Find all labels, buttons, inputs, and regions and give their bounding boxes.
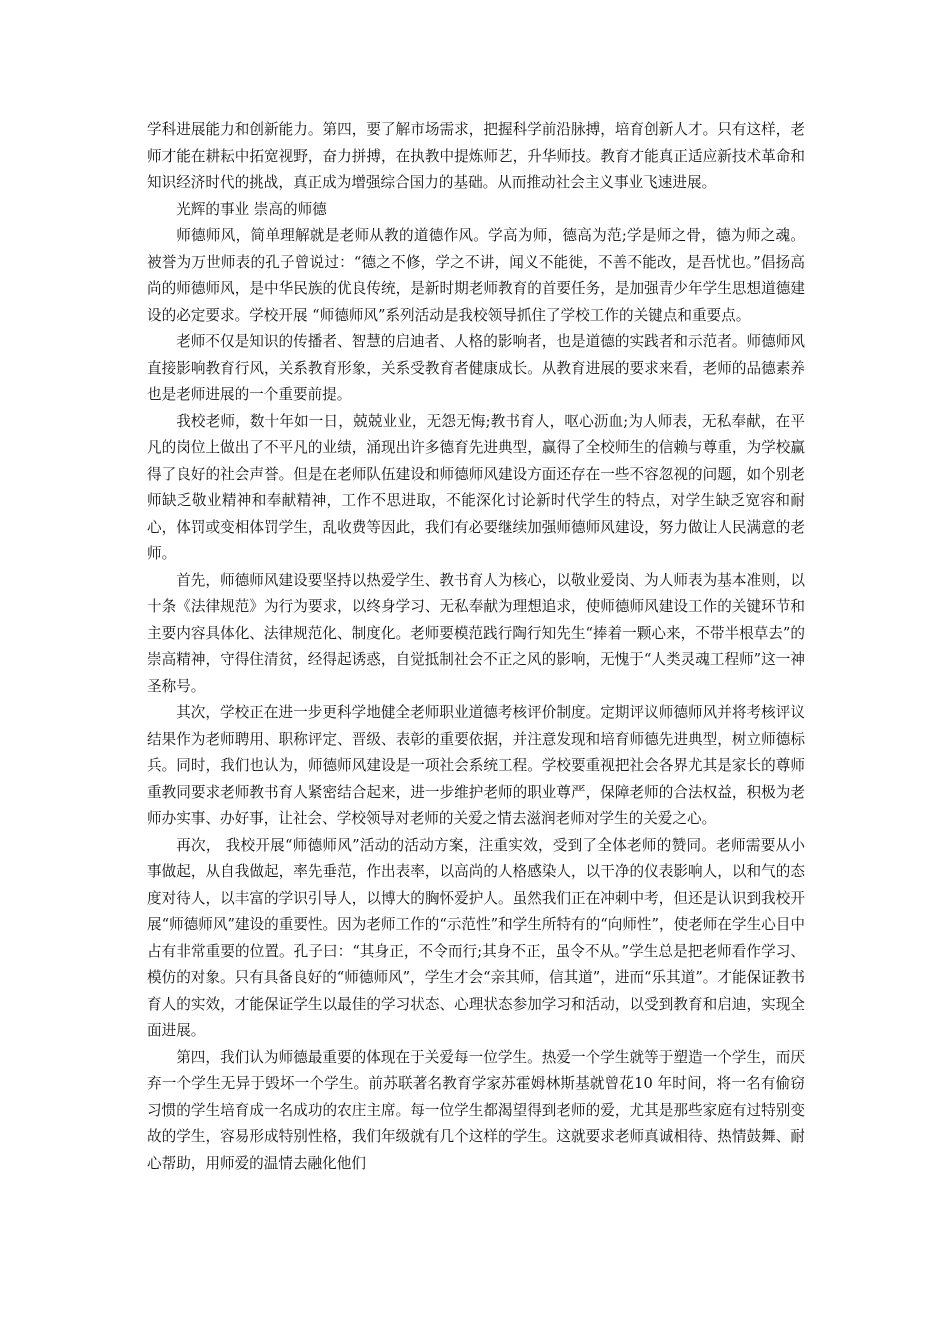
- paragraph: 首先，师德师风建设要坚持以热爱学生、教书育人为核心，以敬业爱岗、为人师表为基本准则，以十条《法律规范》为行为要求，以终身学习、无私奉献为理想追求，使师德师风建设工作的关键环节和主要内容具体化、法律规范化、制度化。老师要模范践行陶行知先生“捧着一颗心来，不带半根草去”的崇高精神，守得住清贫，经得起诱惑，自觉抵制社会不正之风的影响，无愧于“人类灵魂工程师”这一神圣称号。: [147, 571, 805, 695]
- paragraph: 老师不仅是知识的传播者、智慧的启迪者、人格的影响者，也是道德的实践者和示范者。师德师风直接影响教育行风，关系教育形象，关系受教育者健康成长。从教育进展的要求来看，老师的品德素养也是老师进展的一个重要前提。: [147, 333, 805, 403]
- paragraph: 再次， 我校开展“师德师风”活动的活动方案，注重实效，受到了全体老师的赞同。老师需要从小事做起，从自我做起，率先垂范，作出表率，以高尚的人格感染人，以干净的仪表影响人，以和气的态度对待人，以丰富的学识引导人，以博大的胸怀爱护人。虽然我们正在冲刺中考，但还是认识到我校开展“师德师风”建设的重要性。因为老师工作的“示范性”和学生所特有的“向师性”，使老师在学生心目中占有非常重要的位置。孔子曰：“其身正，不令而行;其身不正，虽令不从。”学生总是把老师看作学习、模仿的对象。只有具备良好的“师德师风”，学生才会“亲其师，信其道”，进而“乐其道”。才能保证教书育人的实效，才能保证学生以最佳的学习状态、心理状态参加学习和活动，以受到教育和启迪，实现全面进展。: [147, 836, 805, 1039]
- document-page: [147, 117, 805, 1177]
- paragraph: 其次，学校正在进一步更科学地健全老师职业道德考核评价制度。定期评议师德师风并将考核评议结果作为老师聘用、职称评定、晋级、表彰的重要依据，并注意发现和培育师德先进典型，树立师德标兵。同时，我们也认为，师德师风建设是一项社会系统工程。学校要重视把社会各界尤其是家长的尊师重教同要求老师教书育人紧密结合起来，进一步维护老师的职业尊严，保障老师的合法权益，积极为老师办实事、办好事，让社会、学校领导对老师的关爱之情去滋润老师对学生的关爱之心。: [147, 704, 805, 827]
- paragraph: 师德师风，简单理解就是老师从教的道德作风。学高为师，德高为范;学是师之骨，德为师之魂。被誉为万世师表的孔子曾说过：“德之不修，学之不讲，闻义不能徙，不善不能改，是吾忧也。”倡扬高尚的师德师风，是中华民族的优良传统，是新时期老师教育的首要任务，是加强青少年学生思想道德建设的必定要求。学校开展 “师德师风”系列活动是我校领导抓住了学校工作的关键点和重要点。: [147, 227, 805, 324]
- paragraph: 第四，我们认为师德最重要的体现在于关爱每一位学生。热爱一个学生就等于塑造一个学生，而厌弃一个学生无异于毁坏一个学生。前苏联著名教育学家苏霍姆林斯基就曾花10 年时间，将一名有偷窃习惯的学生培育成一名成功的农庄主席。每一位学生都渴望得到老师的爱，尤其是那些家庭有过特别变故的学生，容易形成特别性格，我们年级就有几个这样的学生。这就要求老师真诚相待、热情鼓舞、耐心帮助，用师爱的温情去融化他们: [147, 1048, 805, 1172]
- paragraph-continued: 学科进展能力和创新能力。第四，要了解市场需求，把握科学前沿脉搏，培育创新人才。只有这样，老师才能在耕耘中拓宽视野，奋力拼搏，在执教中提炼师艺，升华师技。教育才能真正适应新技术革命和知识经济时代的挑战，真正成为增强综合国力的基础。从而推动社会主义事业飞速进展。: [147, 121, 805, 191]
- section-heading: 光辉的事业 崇高的师德: [176, 200, 327, 218]
- paragraph: 我校老师，数十年如一日，兢兢业业，无怨无悔;教书育人，呕心沥血;为人师表，无私奉献，在平凡的岗位上做出了不平凡的业绩，涌现出许多德育先进典型，赢得了全校师生的信赖与尊重，为学校赢得了良好的社会声誉。但是在老师队伍建设和师德师风建设方面还存在一些不容忽视的问题，如个别老师缺乏敬业精神和奉献精神，工作不思进取，不能深化讨论新时代学生的特点，对学生缺乏宽容和耐心，体罚或变相体罚学生，乱收费等因此，我们有必要继续加强师德师风建设，努力做让人民满意的老师。: [147, 412, 805, 562]
